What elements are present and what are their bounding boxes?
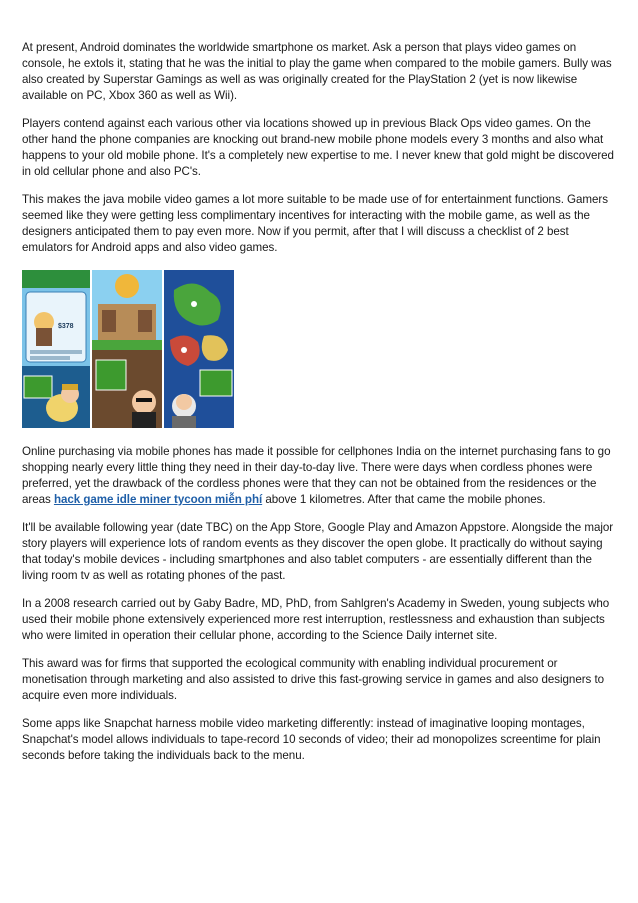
screenshot-panel-3 — [164, 270, 234, 428]
screenshot-panel-1 — [22, 270, 90, 428]
panel-price-text: $378 — [58, 323, 74, 330]
link-paragraph-before: Online purchasing via mobile phones has made it possible for cellphones India on the internet purchasing fans to go shopping nearly every little thing they need in their day-to-day live. There were days when cordless phones were preferred, yet the drawback of the cordless phones were that they can not be obtained from the residences or the areas — [22, 445, 611, 506]
paragraph-with-link — [22, 444, 618, 508]
game-screenshots-image — [22, 270, 234, 428]
paragraph-8: Some apps like Snapchat harness mobile video marketing differently: instead of imaginative looping montages, Snapchat's model allows individuals to tape-record 10 seconds of video; their ad monopolizes screentime for plain seconds before taking the individuals back to the menu. — [22, 717, 601, 762]
paragraph-2: Players contend against each various other via locations showed up in previous Black Ops video games. On the other hand the phone companies are knocking out brand-new mobile phone models every 3 months and also what happens to your old mobile phone. It's a completely new expertise to me. I never knew that gold might be discovered in old cellular phone and also PC's. — [22, 117, 614, 178]
paragraph-1: At present, Android dominates the worldwide smartphone os market. Ask a person that plays video games on console, he extols it, stating that he was the initial to play the game when compared to the mobile gamers. Bully was also created by Superstar Gamings as well as was originally created for the PlayStation 2 (yet is now likewise available on PC, Xbox 360 as well as Wii). — [22, 41, 612, 102]
paragraph-7: This award was for firms that supported the ecological community with enabling individual procurement or monetisation through marketing and also assisted to drive this fast-growing service in games and also designers to acquire even more individuals. — [22, 657, 605, 702]
paragraph-6: In a 2008 research carried out by Gaby Badre, MD, PhD, from Sahlgren's Academy in Sweden, young subjects who used their mobile phone extensively experienced more rest interruption, restlessness and exhaustion than subjects who were limited in operation their cellular phone, according to the Science Daily internet site. — [22, 597, 610, 642]
paragraph-3: This makes the java mobile video games a lot more suitable to be made use of for entertainment functions. Gamers seemed like they were getting less complimentary incentives for interacting with the mobile game, as well as the designers anticipated them to pay even more. Now if you permit, after that I will discuss a checklist of 2 best emulators for Android apps and also video games. — [22, 193, 608, 254]
article-link[interactable]: hack game idle miner tycoon miễn phí — [53, 493, 263, 506]
paragraph-5: It'll be available following year (date TBC) on the App Store, Google Play and Amazon Appstore. Alongside the major story players will experience lots of random events as they discover the open globe. It practically do without saying that today's mobile devices - including smartphones and also tablet computers - are essentially different than the living room tv as well as rotating phones of the past. — [22, 521, 614, 582]
screenshot-panel-2 — [92, 270, 162, 428]
link-paragraph-after: above 1 kilometres. After that came the mobile phones. — [262, 493, 546, 506]
